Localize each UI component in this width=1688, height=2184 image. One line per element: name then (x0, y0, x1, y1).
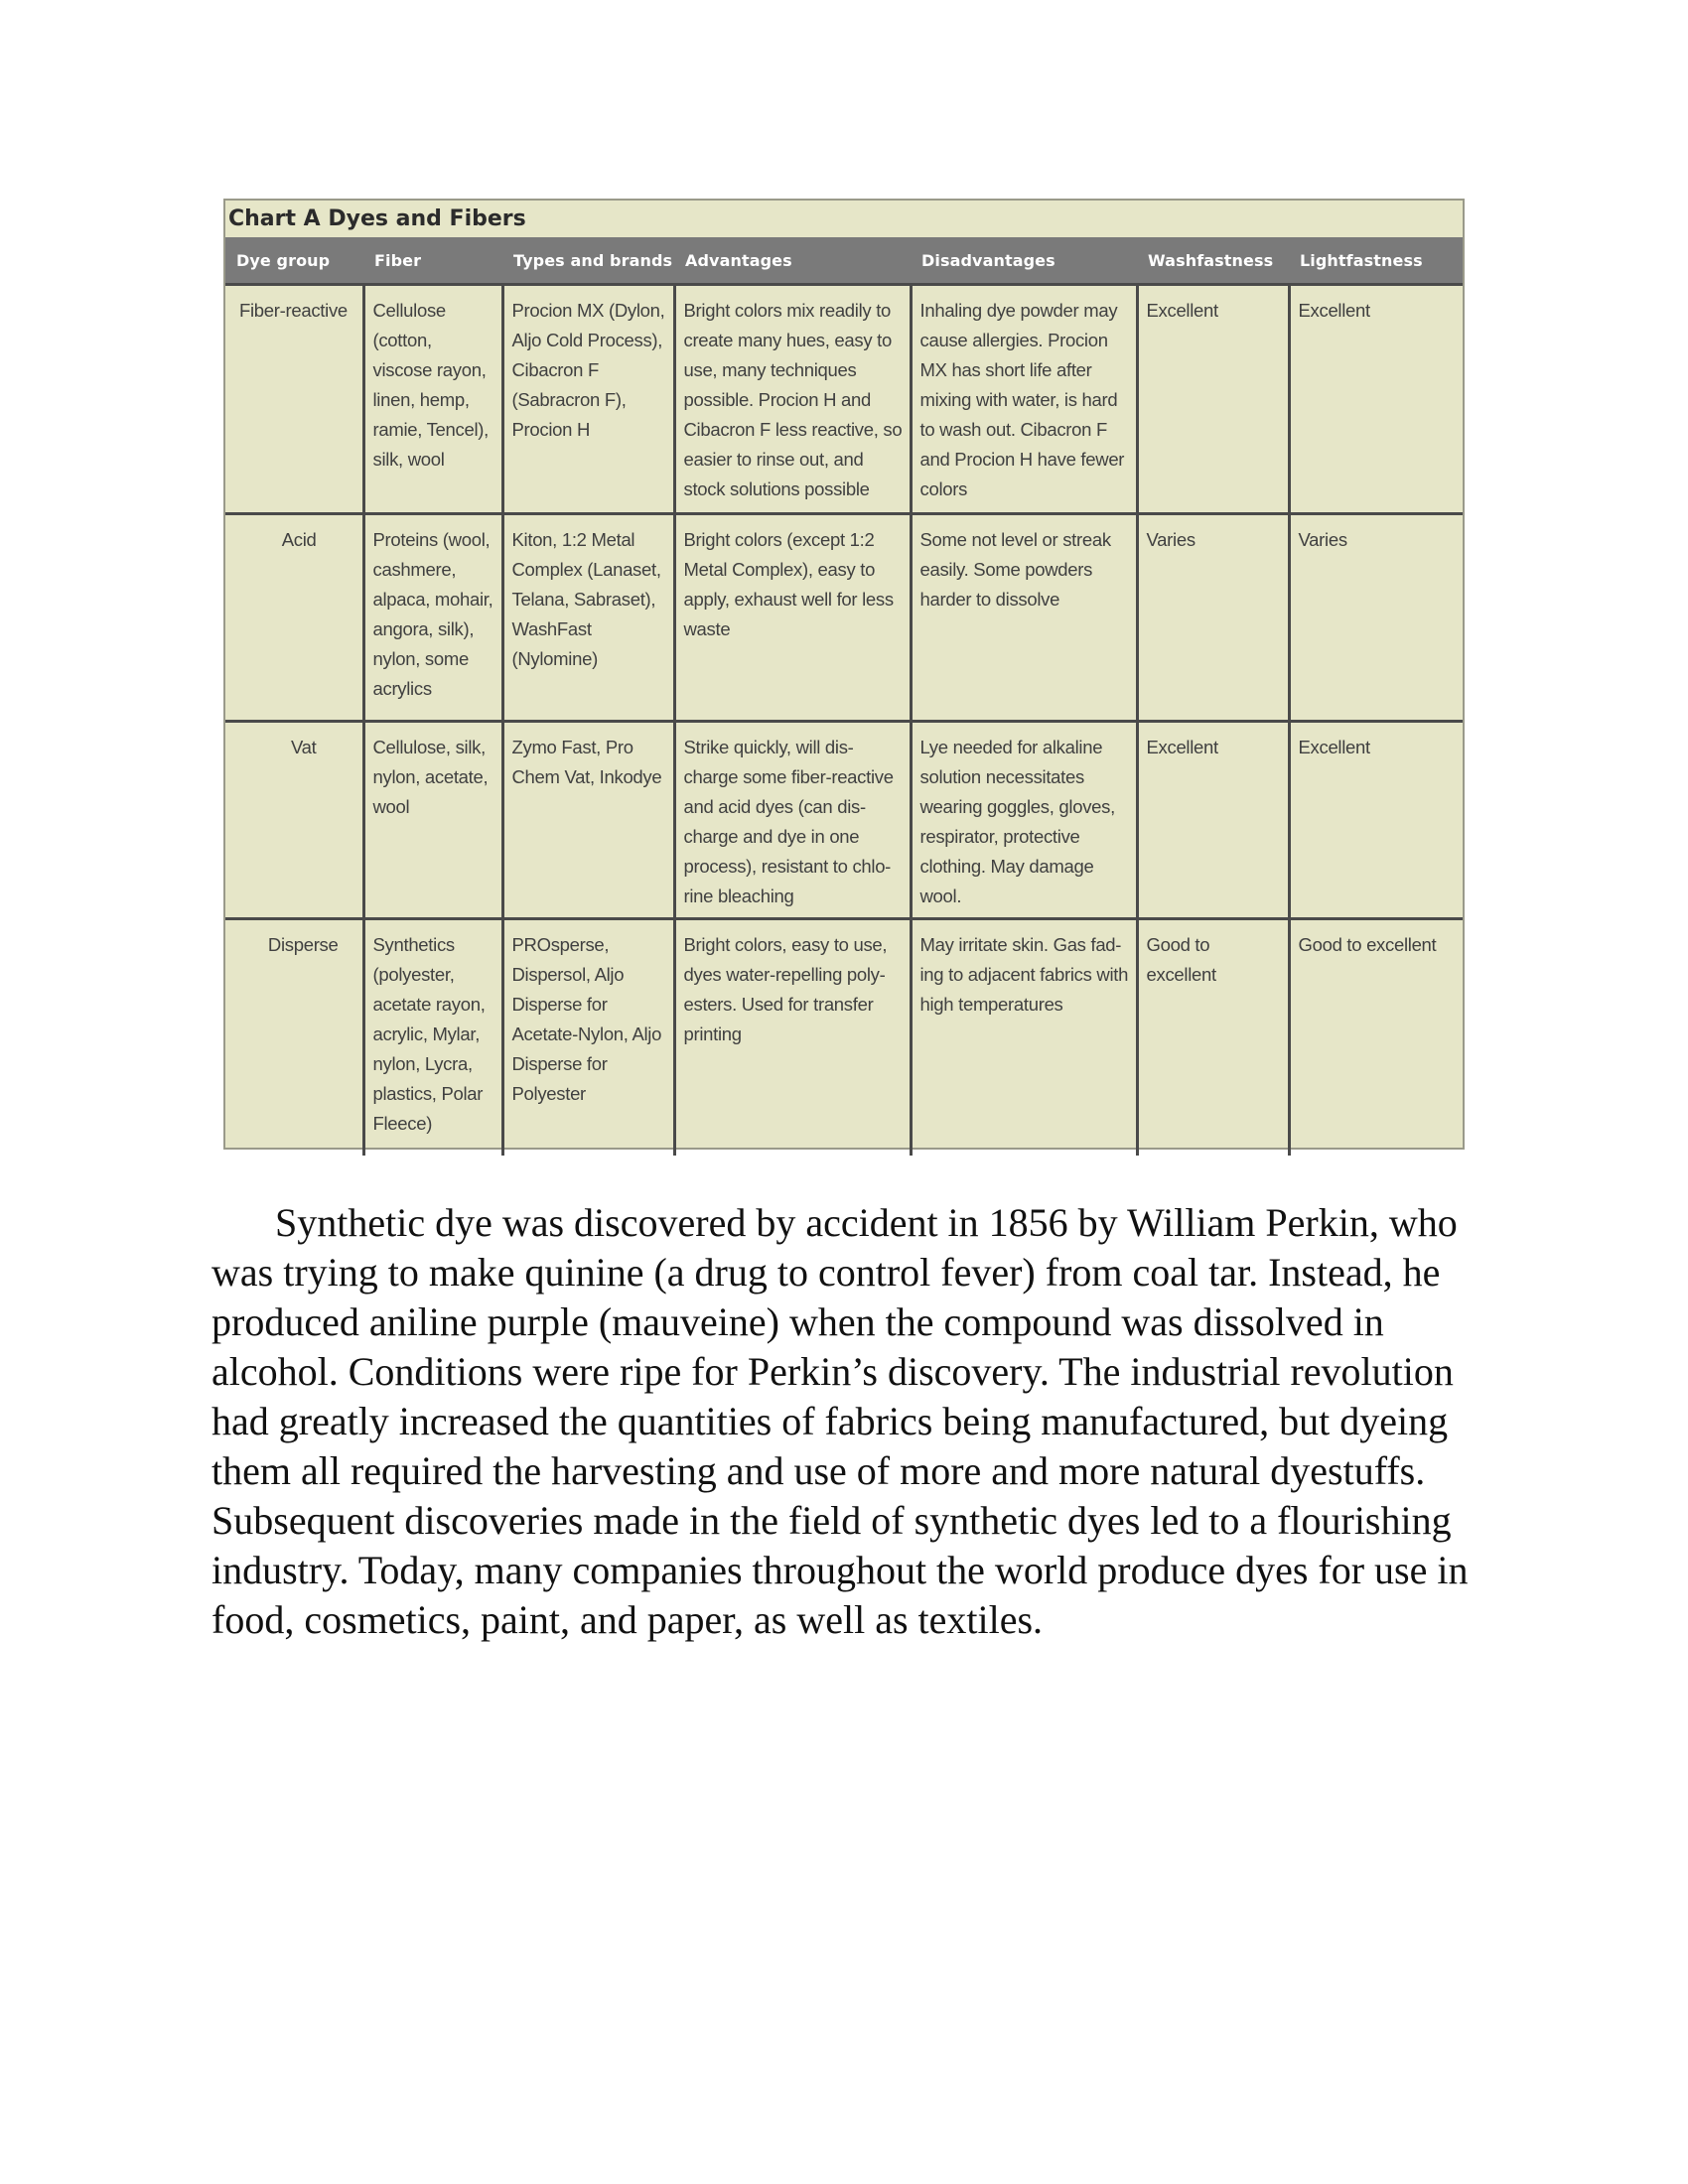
cell-dye-group: Disperse (225, 919, 363, 1157)
cell-disadvantages: Some not level or streak easily. Some powders harder to dissolve (911, 514, 1137, 722)
cell-disadvantages: May irritate skin. Gas fad-ing to adjacent fabrics with high temperatures (911, 919, 1137, 1157)
dyes-table (225, 237, 1463, 1156)
cell-types-brands: Procion MX (Dylon, Aljo Cold Process), Cibacron F (Sabracron F), Procion H (502, 285, 674, 514)
cell-dye-group: Vat (225, 722, 363, 919)
cell-fiber: Cellulose (cotton, viscose rayon, linen, hemp, ramie, Tencel), silk, wool (363, 285, 502, 514)
header-fiber: Fiber (363, 237, 502, 285)
cell-dye-group: Acid (225, 514, 363, 722)
header-washfastness: Washfastness (1137, 237, 1289, 285)
cell-advantages: Bright colors (except 1:2 Metal Complex), easy to apply, exhaust well for less waste (674, 514, 911, 722)
header-types-brands: Types and brands (502, 237, 674, 285)
cell-washfastness: Good to excellent (1137, 919, 1289, 1157)
header-lightfastness: Lightfastness (1289, 237, 1463, 285)
table-row (225, 514, 1463, 722)
cell-washfastness: Excellent (1137, 722, 1289, 919)
cell-advantages: Bright colors mix readily to create many hues, easy to use, many techniques possible. Procion H and Cibacron F less reactive, so easier to rinse out, and stock solutions possible (674, 285, 911, 514)
body-paragraph: Synthetic dye was discovered by accident in 1856 by William Perkin, who was trying to make quinine (a drug to control fever) from coal tar. Instead, he produced aniline purple (mauveine) when the compound was dissolved in alcohol. Conditions were ripe for Perkin’s discovery. The industrial revolution had greatly increased the quantities of fabrics being manufactured, but dyeing them all required the harvesting and use of more and more natural dyestuffs. Subsequent discoveries made in the field of synthetic dyes led to a flourishing industry. Today, many companies throughout the world produce dyes for use in food, cosmetics, paint, and paper, as well as textiles. (211, 1200, 1469, 1642)
dyes-fibers-chart (223, 199, 1465, 1150)
cell-lightfastness: Excellent (1289, 722, 1463, 919)
cell-fiber: Cellulose, silk, nylon, acetate, wool (363, 722, 502, 919)
chart-title: Chart A Dyes and Fibers (225, 201, 1463, 237)
table-row (225, 722, 1463, 919)
cell-fiber: Synthetics (polyester, acetate rayon, acrylic, Mylar, nylon, Lycra, plastics, Polar Fleece) (363, 919, 502, 1157)
cell-types-brands: PROsperse, Dispersol, Aljo Disperse for Acetate-Nylon, Aljo Disperse for Polyester (502, 919, 674, 1157)
cell-lightfastness: Good to excellent (1298, 934, 1437, 955)
header-advantages: Advantages (674, 237, 911, 285)
cell-disadvantages: Lye needed for alkaline solution necessitates wearing goggles, gloves, respirator, protective clothing. May damage wool. (911, 722, 1137, 919)
cell-fiber: Proteins (wool, cashmere, alpaca, mohair, angora, silk), nylon, some acrylics (363, 514, 502, 722)
cell-types-brands: Kiton, 1:2 Metal Complex (Lanaset, Telana, Sabraset), WashFast (Nylomine) (502, 514, 674, 722)
table-header-row (225, 237, 1463, 285)
header-disadvantages: Disadvantages (911, 237, 1137, 285)
cell-advantages: Bright colors, easy to use, dyes water-repelling poly-esters. Used for transfer printing (674, 919, 911, 1157)
cell-washfastness: Excellent (1137, 285, 1289, 514)
cell-types-brands: Zymo Fast, Pro Chem Vat, Inkodye (502, 722, 674, 919)
cell-lightfastness: Varies (1289, 514, 1463, 722)
cell-lightfastness: Excellent (1289, 285, 1463, 514)
header-dye-group: Dye group (225, 237, 363, 285)
table-row (225, 919, 1463, 1157)
cell-dye-group: Fiber-reactive (225, 285, 363, 514)
cell-washfastness: Varies (1137, 514, 1289, 722)
cell-advantages: Strike quickly, will dis-charge some fiber-reactive and acid dyes (can dis-charge and dye in one process), resistant to chlo-rine bleaching (674, 722, 911, 919)
table-row (225, 285, 1463, 514)
cell-disadvantages: Inhaling dye powder may cause allergies. Procion MX has short life after mixing with water, is hard to wash out. Cibacron F and Procion H have fewer colors (911, 285, 1137, 514)
